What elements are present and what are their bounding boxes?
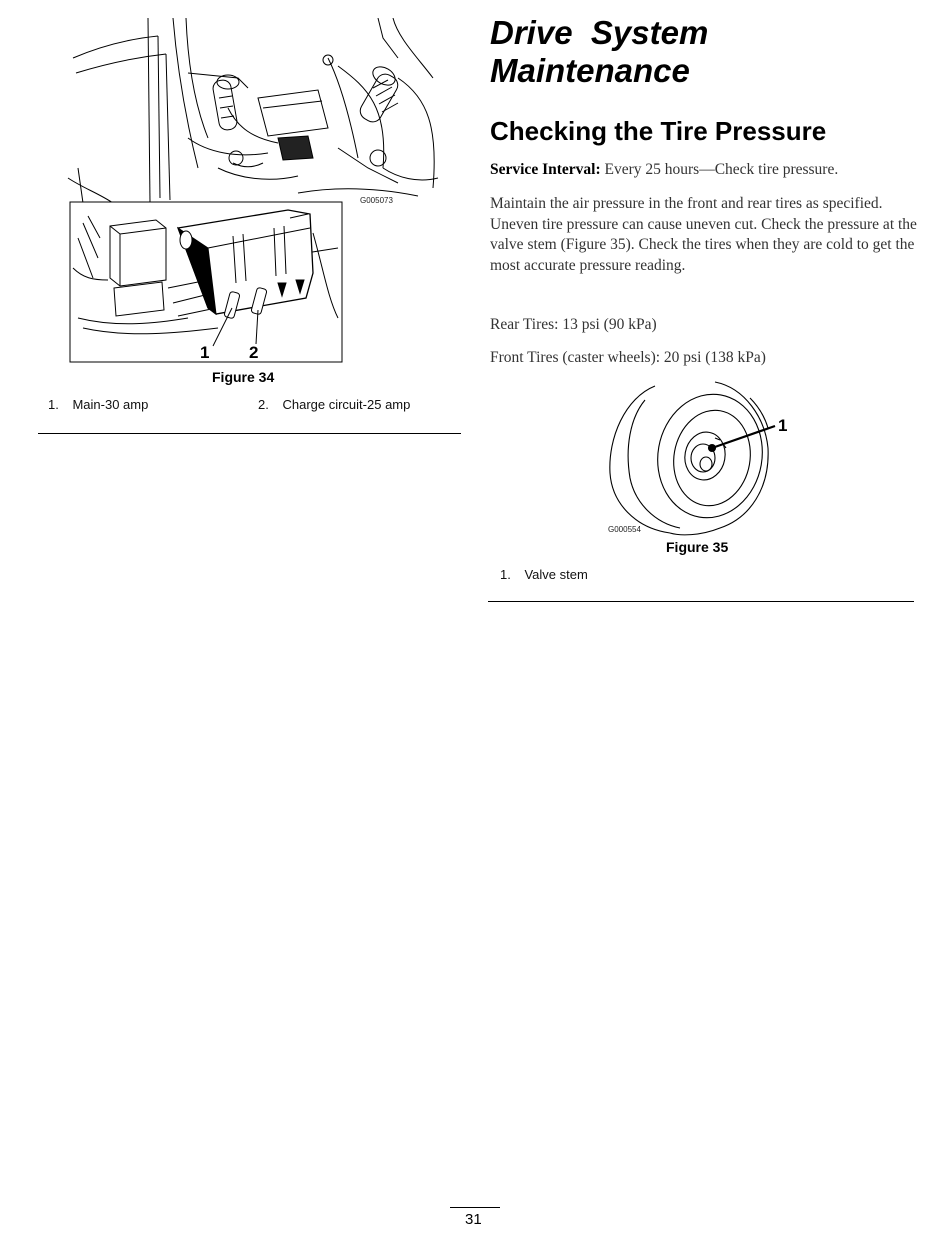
- service-interval-label: Service Interval:: [490, 161, 601, 178]
- figure-code: G005073: [360, 196, 393, 205]
- fuse-block-illustration: [38, 18, 468, 368]
- section-divider: [38, 433, 461, 434]
- figure-code: G000554: [608, 525, 641, 534]
- legend-label: Charge circuit-25 amp: [282, 397, 411, 412]
- section-title-line1: Drive System: [490, 14, 709, 51]
- subsection-title: Checking the Tire Pressure: [490, 116, 827, 146]
- legend-item: [258, 397, 410, 412]
- section-divider: [488, 601, 914, 602]
- legend-label: Valve stem: [524, 567, 588, 582]
- service-interval-text: Every 25 hours—Check tire pressure.: [604, 161, 839, 178]
- body-paragraph: Maintain the air pressure in the front and rear tires as specified. Uneven tire pressure can cause uneven cut. Check the pressure at the valve stem (Figure 35). Check the tires when they are cold to get the most accurate pressure reading.: [490, 195, 917, 274]
- legend-number: 2.: [258, 397, 269, 412]
- legend-label: Main-30 amp: [72, 397, 149, 412]
- callout-1: 1: [200, 343, 210, 362]
- callout-1: 1: [778, 416, 788, 435]
- section-title-line2: Maintenance: [490, 52, 690, 89]
- page-number-rule: [450, 1207, 500, 1208]
- tire-valve-illustration: [600, 378, 810, 538]
- legend-item: [500, 567, 588, 582]
- legend-item: [48, 397, 148, 412]
- rear-tire-spec: Rear Tires: 13 psi (90 kPa): [490, 316, 657, 333]
- figure-35: [600, 378, 810, 563]
- callout-2: 2: [249, 343, 259, 362]
- figure-caption: Figure 35: [666, 539, 729, 555]
- figure-34: [38, 18, 468, 398]
- front-tire-spec: Front Tires (caster wheels): 20 psi (138 kPa): [490, 349, 766, 366]
- page-number: 31: [465, 1211, 482, 1228]
- section-title: [490, 14, 930, 90]
- service-interval: [490, 160, 920, 181]
- figure-caption: Figure 34: [212, 369, 275, 385]
- legend-number: 1.: [500, 567, 511, 582]
- legend-number: 1.: [48, 397, 59, 412]
